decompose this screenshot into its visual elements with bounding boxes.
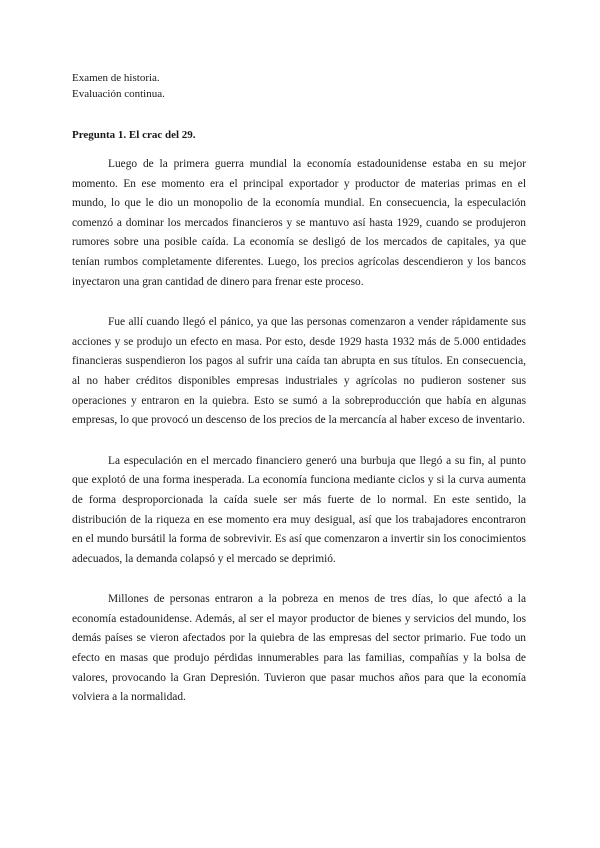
paragraph-1: Luego de la primera guerra mundial la economía estadounidense estaba en su mejor momento. En ese momento era el principal exportador y productor de materias primas en el mundo, lo que le dio un monopolio de la economía mundial. En consecuencia, la especulación comenzó a dominar los mercados financieros y se mantuvo así hasta 1929, cuando se produjeron rumores sobre una posible caída. La economía se desligó de los mercados de capitales, ya que tenían rumbos completamente diferentes. Luego, los precios agrícolas descendieron y los bancos inyectaron una gran cantidad de dinero para frenar este proceso. xyxy=(72,158,526,288)
paragraph-3: La especulación en el mercado financiero generó una burbuja que llegó a su fin, al punto que explotó de una forma inesperada. La economía funciona mediante ciclos y si la curva aumenta de forma desproporcionada la caída suele ser más fuerte de lo normal. En este sentido, la distribución de la riqueza en ese momento era muy desigual, así que los trabajadores encontraron en el mundo bursátil la forma de sobrevivir. Es así que comenzaron a invertir sin los conocimientos adecuados, la demanda colapsó y el mercado se deprimió. xyxy=(72,454,526,565)
paragraph-2: Fue allí cuando llegó el pánico, ya que las personas comenzaron a vender rápidamente sus acciones y se produjo un efecto en masa. Por esto, desde 1929 hasta 1932 más de 5.000 entidades financieras suspendieron los pagos al sufrir una caída tan abrupta en sus títulos. En consecuencia, al no haber créditos disponibles empresas industriales y agrícolas no pudieron sostener sus operaciones y entraron en la quiebra. Esto se sumó a la sobreproducción que había en algunas empresas, lo que provocó un descenso de los precios de la mercancía al haber exceso de inventario. xyxy=(72,316,526,427)
question-title: Pregunta 1. El crac del 29. xyxy=(72,129,196,141)
exam-subtitle: Evaluación continua. xyxy=(72,88,165,100)
exam-title: Examen de historia. xyxy=(72,72,160,84)
document-page xyxy=(72,70,526,729)
paragraph-4: Millones de personas entraron a la pobreza en menos de tres días, lo que afectó a la economía estadounidense. Además, al ser el mayor productor de bienes y servicios del mundo, los demás países se vieron afectados por la quiebra de las empresas del sector primario. Fue todo un efecto en masas que produjo pérdidas innumerables para las familias, compañías y la bolsa de valores, provocando la Gran Depresión. Tuvieron que pasar muchos años para que la economía volviera a la normalidad. xyxy=(72,593,526,704)
